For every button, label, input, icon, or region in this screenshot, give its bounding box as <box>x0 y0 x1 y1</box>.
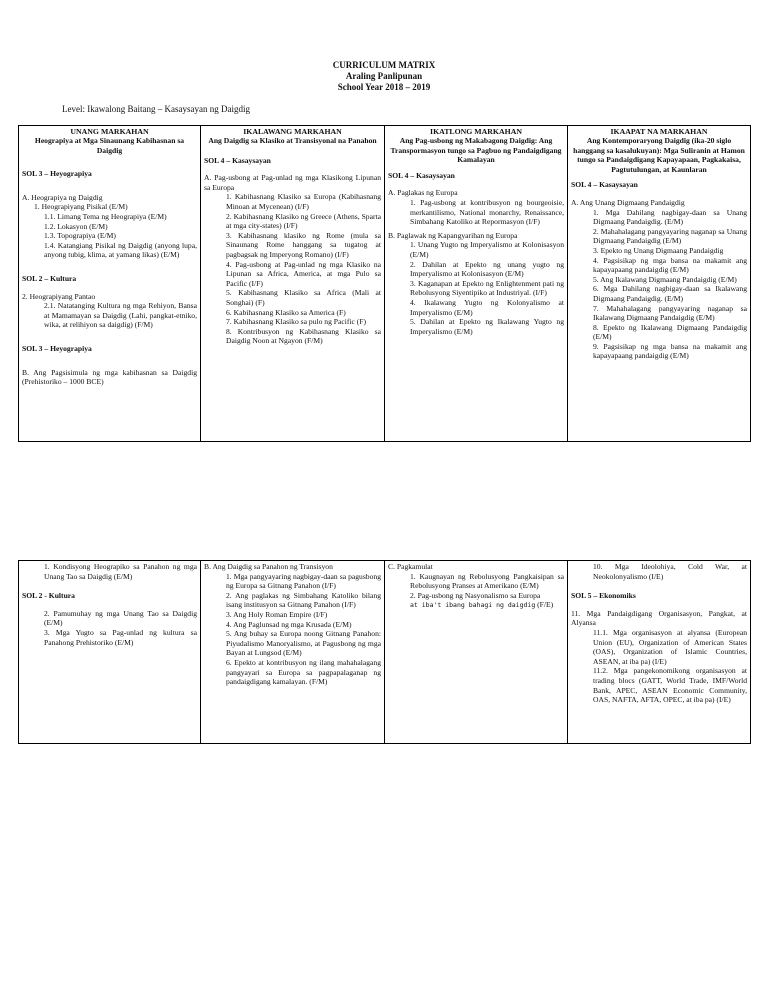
q4-item-8: 8. Epekto ng Ikalawang Digmaang Pandaigdig (E/M) <box>593 322 747 342</box>
q2-cell <box>201 136 385 442</box>
q2-sol4: SOL 4 – Kasaysayan <box>204 155 271 165</box>
q4-item-2: 2. Mahahalagang pangyayaring naganap sa Unang Digmaang Pandaigdig (E/M) <box>593 226 747 246</box>
q1-cell <box>19 136 201 442</box>
q4-cont-item-11-1: 11.1. Mga organisasyon at alyansa (European Union (EU), Organization of American States (OAS), Organization of Islamic Countries, ASEAN, at iba pa) (I/E) <box>593 627 747 666</box>
q2-cont-item-3: 3. Ang Holy Roman Empire (I/F) <box>226 609 328 619</box>
q1-sol3b: SOL 3 – Heyograpiya <box>22 343 92 353</box>
q1-theme: Heograpiya at Mga Sinaunang Kabihasnan sa Daigdig <box>34 136 185 155</box>
q4-cont-sol5: SOL 5 – Ekonomiks <box>571 591 636 601</box>
q3-cont-item-2: 2. Pag-usbong ng Nasyonalismo sa Europa <box>410 590 541 600</box>
curriculum-table-top <box>18 125 751 442</box>
q3-item-b4: 4. Ikalawang Yugto ng Kolonyalismo at Imperyalismo (E/M) <box>410 297 564 317</box>
q2-item-6: 6. Kabihasnang Klasiko sa America (F) <box>226 307 346 317</box>
q2-item-8: 8. Kontribusyon ng Kabihasnang Klasiko sa Daigdig Noon at Ngayon (F/M) <box>226 326 381 346</box>
q1-item-b21: 2.1. Natatanging Kultura ng mga Rehiyon, Bansa at Mamamayan sa Daigdig (Lahi, pangkat-etniko, wika, at relihiyon sa daigdig) (F/M) <box>44 301 197 330</box>
q2-item-a: A. Pag-usbong at Pag-unlad ng mga Klasikong Lipunan sa Europa <box>204 173 381 192</box>
q4-item-5: 5. Ang Ikalawang Digmaang Pandaigdig (E/M) <box>593 274 737 284</box>
q2-theme: Ang Daigdig sa Klasiko at Transisyonal na Panahon <box>208 136 377 145</box>
q1-item-a14: 1.4. Katangiang Pisikal ng Daigdig (anyong lupa, anyong tubig, klima, at yamang likas) (E/M) <box>44 240 197 260</box>
q4-item-3: 3. Epekto ng Unang Digmaang Pandaigdig <box>593 245 724 255</box>
q3-theme: Ang Pag-usbong ng Makabagong Daigdig: Ang Transpormasyon tungo sa Pagbuo ng Pandaigdigang Kamalayan <box>390 136 562 165</box>
q1-cont-item-2: 2. Pamumuhay ng mga Unang Tao sa Daigdig (E/M) <box>44 608 197 628</box>
q4-item-1: 1. Mga Dahilang nagbigay-daan sa Unang Digmaang Pandaigdig. (E/M) <box>593 207 747 227</box>
q2-cont-item-6: 6. Epekto at kontribusyon ng ilang mahahalagang pangyayari sa Europa sa pagpapalaganap ng pandaigdigang kamalayan. (F/M) <box>226 657 381 687</box>
q1-item-a11: 1.1. Limang Tema ng Heograpiya (E/M) <box>44 211 167 221</box>
q3-item-b: B. Paglawak ng Kapangyarihan ng Europa <box>388 230 518 240</box>
q1-sol2: SOL 2 – Kultura <box>22 273 77 283</box>
q1-item-b2: 2. Heograpiyang Pantao <box>22 291 96 301</box>
q4-sol4: SOL 4 – Kasaysayan <box>571 180 638 190</box>
doc-level: Level: Ikawalong Baitang – Kasaysayan ng Daigdig <box>62 104 250 114</box>
q3-cont-item-2-cont <box>388 600 564 611</box>
q3-item-b1: 1. Unang Yugto ng Imperyalismo at Kolonisasyon (E/M) <box>410 240 564 259</box>
q3-item-a: A. Paglakas ng Europa <box>388 188 458 198</box>
q3-item-b3: 3. Kaganapan at Epekto ng Enlightenment pati ng Rebolusyong Siyentipiko at Industriyal. (I/F) <box>410 278 564 298</box>
q2-cont-item-4: 4. Ang Paglunsad ng mga Krusada (E/M) <box>226 619 352 629</box>
q2-item-4: 4. Pag-usbong at Pag-unlad ng mga Klasiko na Lipunan sa Africa, America, at mga Pulo sa Pacific (I/F) <box>226 259 381 288</box>
doc-school-year: School Year 2018 – 2019 <box>337 82 431 92</box>
doc-title: CURRICULUM MATRIX <box>332 60 436 70</box>
q2-cont-item-1: 1. Mga pangyayaring nagbigay-daan sa pagusbong ng Europa sa Gitnang Panahon (I/F) <box>226 571 381 591</box>
q3-sol4: SOL 4 – Kasaysayan <box>388 170 455 180</box>
q3-item-b2: 2. Dahilan at Epekto ng unang yugto ng Imperyalismo at Kolonisasyon (E/M) <box>410 259 564 279</box>
q4-cell-cont <box>568 561 751 744</box>
q4-cont-item-10: 10. Mga Ideolohiya, Cold War, at Neokolonyalismo (I/E) <box>593 562 747 581</box>
q2-cont-item-5: 5. Ang buhay sa Europa noong Gitnang Panahon: Piyudalismo Manoryalismo, at Pagusbong ng mga Bayan at Lungsod (E/M) <box>226 629 381 658</box>
col4-quarter: IKAAPAT NA MARKAHAN <box>568 126 751 137</box>
q3-cont-item-1: 1. Kaugnayan ng Rebolusyong Pangkaisipan sa Rebolusyong Pranses at Amerikano (E/M) <box>410 571 564 591</box>
q2-item-3: 3. Kabihasnang klasiko ng Rome (mula sa Sinaunang Rome hanggang sa tugatog at pagbagsak ng Imperyong Romano) (I/F) <box>226 230 381 259</box>
q3-cont-item-2c: (F/E) <box>537 600 554 610</box>
q4-theme: Ang Kontemporaryong Daigdig (ika-20 siglo hanggang sa kasalukuyan): Mga Suliranin at Hamon tungo sa Pandaigdigang Kapayapaan, Pagkakaisa, Pagtutulungan, at Kaunlaran <box>573 136 745 174</box>
col1-quarter: UNANG MARKAHAN <box>19 126 201 137</box>
doc-subject: Araling Panlipunan <box>345 71 423 81</box>
q1-item-a13: 1.3. Topograpiya (E/M) <box>44 231 116 241</box>
q1-cont-item-1: 1. Kondisyong Heograpiko sa Panahon ng mga Unang Tao sa Daigdig (E/M) <box>44 562 197 581</box>
q1-cell-cont <box>19 561 201 744</box>
q3-cell-cont <box>385 561 568 744</box>
q2-cont-item-2: 2. Ang paglakas ng Simbahang Katoliko bilang isang institusyon sa Gitnang Panahon (I/F) <box>226 590 381 610</box>
q4-item-4: 4. Pagsisikap ng mga bansa na makamit ang kapayapaang pandaigdig (E/M) <box>593 255 747 275</box>
q2-item-7: 7. Kabihasnang Klasiko sa pulo ng Pacific (F) <box>226 317 367 327</box>
q1-item-a: A. Heograpiya ng Daigdig <box>22 192 103 202</box>
q1-cont-item-3: 3. Mga Yugto sa Pag-unlad ng kultura sa Panahong Prehistoriko (E/M) <box>44 627 197 647</box>
q4-item-6: 6. Mga Dahilang nagbigay-daan sa Ikalawang Digmaang Pandaigdig. (E/M) <box>593 284 747 303</box>
q4-item-a: A. Ang Unang Digmaang Pandaigdig <box>571 197 685 207</box>
q3-item-b5: 5. Dahilan at Epekto ng Ikalawang Yugto ng Imperyalismo (E/M) <box>410 317 564 336</box>
q3-cell <box>385 136 568 442</box>
q1-item-a1: 1. Heograpiyang Pisikal (E/M) <box>34 202 128 212</box>
q4-item-7: 7. Mahahalagang pangyayaring naganap sa Ikalawang Digmaang Pandaigdig (E/M) <box>593 303 747 323</box>
q1-cont-sol2: SOL 2 - Kultura <box>22 591 75 601</box>
q2-item-1: 1. Kabihasnang Klasiko sa Europa (Kabihasnang Minoan at Mycenean) (I/F) <box>226 192 381 211</box>
q2-cell-cont <box>201 561 385 744</box>
col2-quarter: IKALAWANG MARKAHAN <box>201 126 385 137</box>
q3-item-a1: 1. Pag-usbong at kontribusyon ng bourgeoisie, merkantilismo, National monarchy, Renaissance, Simbahang Katoliko at Repormasyon (I/F) <box>410 197 564 227</box>
q2-item-5: 5. Kabihasnang Klasiko sa Africa (Mali at Songhai) (F) <box>226 288 381 307</box>
q1-item-b: B. Ang Pagsisimula ng mga kabihasnan sa Daigdig (Prehistoriko – 1000 BCE) <box>22 367 197 387</box>
q2-item-2: 2. Kabihasnang Klasiko ng Greece (Athens, Sparta at mga city-states) (I/F) <box>226 211 381 231</box>
curriculum-table-bottom <box>18 560 751 744</box>
q4-cell <box>568 136 751 442</box>
col3-quarter: IKATLONG MARKAHAN <box>385 126 568 137</box>
q1-sol3: SOL 3 – Heyograpiya <box>22 169 92 179</box>
q4-item-9: 9. Pagsisikap ng mga bansa na makamit ang kapayapaang pandaigdig (E/M) <box>593 341 747 361</box>
q4-cont-item-11: 11. Mga Pandaigdigang Organisasyon, Pangkat, at Alyansa <box>571 608 747 628</box>
q4-cont-item-11-2: 11.2. Mga pangekonomikong organisasyon at trading blocs (GATT, World Trade, IMF/World Bank, APEC, ASEAN Economic Community, OAS, NAFTA, AFTA, OPEC, at iba pa) (I/E) <box>593 666 747 705</box>
q1-item-a12: 1.2. Lokasyon (E/M) <box>44 221 108 231</box>
q3-cont-item-2b: at iba't ibang bahagi ng daigdig <box>410 601 536 610</box>
q2-cont-item-b: B. Ang Daigdig sa Panahon ng Transisyon <box>204 562 333 571</box>
q3-cont-item-c: C. Pagkamulat <box>388 562 433 571</box>
